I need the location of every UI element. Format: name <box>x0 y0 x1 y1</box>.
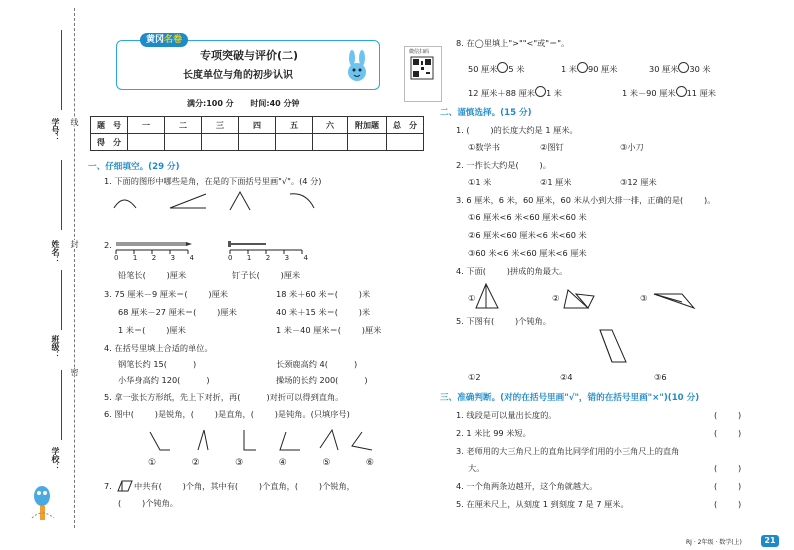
q1-figure-curve <box>114 200 136 208</box>
s2-question-3: 3. 6 厘米，6 米，60 厘米，60 米从小到大排一排，正确的是( )。 <box>456 195 716 205</box>
judge-item-cont: 大。 <box>468 463 485 473</box>
school-line <box>61 370 62 440</box>
q8-expr: 12 厘米＋88 厘米 <box>468 88 535 98</box>
judge-answer-paren[interactable]: ( ) <box>714 463 742 473</box>
q8-expr: 11 厘米 <box>686 88 716 98</box>
score-cell[interactable] <box>202 134 239 151</box>
s2-q3-opt: ③60 米<6 米<60 厘米<6 厘米 <box>468 248 587 258</box>
judge-item: 4. 一个角两条边越开，这个角就越大。 <box>456 481 598 491</box>
q4-row-1b: 长颈鹿高约 4( ) <box>276 359 358 369</box>
s2-q2-opt: ③12 厘米 <box>620 177 657 187</box>
q1-figures <box>110 190 330 214</box>
class-line <box>61 270 62 330</box>
page-number: 21 <box>761 535 779 547</box>
question-1-2-number: 2. <box>104 240 112 250</box>
score-header-cell: 总 分 <box>387 117 424 134</box>
question-1-4: 4. 在括号里填上合适的单位。 <box>104 343 213 353</box>
judge-answer-paren[interactable]: ( ) <box>714 499 742 509</box>
judge-item: 2. 1 米比 99 米短。 <box>456 428 531 438</box>
ruler-tick: 2 <box>265 254 271 262</box>
judge-answer-paren[interactable]: ( ) <box>714 428 742 438</box>
s2-q1-opt: ③小刀 <box>620 142 644 152</box>
q3-row-2a: 68 厘米－27 厘米＝( )厘米 <box>118 307 237 317</box>
score-cell[interactable] <box>348 134 387 151</box>
q4-row-1a: 钢笔长约 15( ) <box>118 359 197 369</box>
ruler-tick: 2 <box>151 254 157 262</box>
q2-pencil-length: 铅笔长( )厘米 <box>118 270 187 280</box>
score-header-cell: 四 <box>239 117 276 134</box>
question-1-7-cont: ( )个钝角。 <box>118 498 178 508</box>
ruler-tick: 4 <box>189 254 194 262</box>
rabbit-mascot-icon <box>340 52 374 84</box>
ruler-tick: 3 <box>170 254 176 262</box>
compare-circle[interactable] <box>577 62 588 73</box>
q8-row-1c <box>649 62 711 75</box>
judge-item: 1. 线段是可以量出长度的。 <box>456 410 557 420</box>
ruler-tick: 1 <box>246 254 252 262</box>
s2-q1-opt: ②图钉 <box>540 142 564 152</box>
q8-expr: 30 米 <box>689 64 711 74</box>
q6-angle-2 <box>198 430 208 450</box>
q6-label: ② <box>191 458 200 468</box>
school-label: 学校： <box>51 447 60 471</box>
cut-mark-secret: 密 <box>70 368 79 376</box>
q6-angle-1 <box>150 432 170 450</box>
ruler-tick: 0 <box>228 254 233 262</box>
q8-expr: 30 厘米 <box>649 64 679 74</box>
score-cell[interactable] <box>165 134 202 151</box>
score-table-score-row <box>91 134 424 151</box>
score-header-cell: 六 <box>313 117 348 134</box>
score-cell[interactable] <box>128 134 165 151</box>
q4-row-2b: 操场的长约 200( ) <box>276 375 368 385</box>
q2-nail-length: 钉子长( )厘米 <box>232 270 301 280</box>
section-2-title: 二、谨慎选择。(15 分) <box>440 108 532 118</box>
qr-code-icon <box>411 57 433 79</box>
brand-logo: 黄冈名卷 <box>140 33 188 47</box>
s2-question-4: 4. 下面( )拼成的角最大。 <box>456 266 568 276</box>
q6-angle-figures <box>140 428 380 458</box>
question-1-6: 6. 图中( )是锐角，( )是直角，( )是钝角。(只填序号) <box>104 409 350 419</box>
s2-q3-opt: ①6 厘米<6 米<60 厘米<60 米 <box>468 212 587 222</box>
q6-angle-6 <box>352 432 372 450</box>
q6-label: ① <box>148 458 157 468</box>
q4-row-2a: 小华身高约 120( ) <box>118 375 210 385</box>
footer-grade: RJ · 2年级 · 数学(上) <box>686 539 742 546</box>
q8-expr: 1 米 <box>545 88 562 98</box>
q6-label: ⑤ <box>322 458 331 468</box>
s2-q3-opt: ②6 厘米<60 厘米<6 米<60 米 <box>468 230 587 240</box>
question-1-1: 1. 下面的图形中哪些是角，在是的下面括号里画"√"。(4 分) <box>104 176 322 186</box>
judge-answer-paren[interactable]: ( ) <box>714 410 742 420</box>
ruler-ticks-nail <box>228 254 308 262</box>
s2-q4-opt: ③ <box>640 293 648 303</box>
q8-row-1 <box>468 62 524 75</box>
name-line <box>61 160 62 230</box>
student-id-label: 学号： <box>51 118 60 142</box>
s2-q1-opt: ①数学书 <box>468 142 500 152</box>
compare-circle[interactable] <box>678 62 689 73</box>
score-cell[interactable] <box>313 134 348 151</box>
score-header-cell: 三 <box>202 117 239 134</box>
name-label: 姓名： <box>51 240 60 264</box>
s2-q5-figure <box>590 326 630 366</box>
score-table-header-row <box>91 117 424 134</box>
qr-caption: 微信扫码 <box>409 49 430 55</box>
judge-item: 3. 老师用的大三角尺上的直角比同学们用的小三角尺上的直角 <box>456 446 680 456</box>
s2-q4-opt: ① <box>468 293 476 303</box>
score-header-cell: 一 <box>128 117 165 134</box>
s2-q5-opt: ②4 <box>560 372 573 382</box>
ruler-tick: 3 <box>284 254 290 262</box>
s2-q4-figures <box>468 280 708 314</box>
binding-dashed-line <box>74 8 75 528</box>
q4-shape-2 <box>564 290 588 308</box>
question-1-8: 8. 在◯里填上">""<"或"＝"。 <box>456 38 570 48</box>
q3-row-1b: 18 米＋60 米＝( )米 <box>276 289 371 299</box>
score-row-label: 得 分 <box>91 134 128 151</box>
question-1-7-number: 7. <box>104 481 112 491</box>
s2-q2-opt: ②1 厘米 <box>540 177 572 187</box>
q6-angle-4 <box>280 432 300 450</box>
q1-figure-open-angle <box>230 192 250 210</box>
judge-answer-paren[interactable]: ( ) <box>714 481 742 491</box>
s2-question-1: 1. ( )的长度大约是 1 厘米。 <box>456 125 578 135</box>
cut-mark-seal: 封 <box>70 240 79 248</box>
s2-question-5: 5. 下图有( )个钝角。 <box>456 316 551 326</box>
q1-figure-angle <box>170 194 206 208</box>
q3-row-1a: 3. 75 厘米－9 厘米＝( )厘米 <box>104 289 228 299</box>
section-3-title: 三、准确判断。(对的在括号里画"√"，错的在括号里画"×")(10 分) <box>440 393 700 403</box>
score-header-cell: 五 <box>276 117 313 134</box>
s2-q4-opt: ② <box>552 293 560 303</box>
question-1-7: 中共有( )个角，其中有( )个直角，( )个锐角， <box>134 481 355 491</box>
score-cell[interactable] <box>239 134 276 151</box>
q6-angle-3 <box>244 430 256 450</box>
ruler-tick: 4 <box>303 254 308 262</box>
q8-expr: 1 米 <box>561 64 577 74</box>
s2-q2-opt: ①1 米 <box>468 177 492 187</box>
class-label: 班级： <box>51 335 60 359</box>
q8-expr: 1 米－90 厘米 <box>622 88 676 98</box>
cut-mark-line: 线 <box>70 118 79 126</box>
q8-row-2b <box>622 86 716 99</box>
score-cell[interactable] <box>387 134 424 151</box>
q8-expr: 50 厘米 <box>468 64 498 74</box>
compare-circle[interactable] <box>535 86 546 97</box>
score-header-cell: 二 <box>165 117 202 134</box>
q6-label: ④ <box>278 458 287 468</box>
q3-row-3a: 1 米＝( )厘米 <box>118 325 186 335</box>
page-title: 专项突破与评价(二) <box>200 49 299 62</box>
s2-question-2: 2. 一拃长大约是( )。 <box>456 160 551 170</box>
q6-angle-5 <box>320 430 338 450</box>
q7-parallelogram-icon <box>114 480 134 492</box>
score-header-cell: 题 号 <box>91 117 128 134</box>
judge-item: 5. 在厘米尺上，从刻度 1 到刻度 7 是 7 厘米。 <box>456 499 629 509</box>
q8-expr: 5 米 <box>508 64 525 74</box>
ruler-ticks-pencil <box>114 254 194 262</box>
ruler-tick: 1 <box>132 254 138 262</box>
compare-circle[interactable] <box>497 62 508 73</box>
q8-expr: 90 厘米 <box>588 64 618 74</box>
ruler-tick: 0 <box>114 254 119 262</box>
score-header-cell: 附加题 <box>348 117 387 134</box>
q6-labels <box>148 458 374 468</box>
page-subtitle: 长度单位与角的初步认识 <box>183 70 293 81</box>
student-id-line <box>61 30 62 110</box>
q3-row-3b: 1 米－40 厘米＝( )厘米 <box>276 325 382 335</box>
q8-row-1b <box>561 62 617 75</box>
q3-row-2b: 40 米＋15 米＝( )米 <box>276 307 371 317</box>
s2-q5-opt: ③6 <box>654 372 667 382</box>
q8-row-2 <box>468 86 562 99</box>
mascot-pencil-icon <box>28 478 58 524</box>
s2-q5-opt: ①2 <box>468 372 481 382</box>
score-cell[interactable] <box>276 134 313 151</box>
question-1-5: 5. 拿一张长方形纸，先上下对折，再( )对折可以得到直角。 <box>104 392 344 402</box>
score-table <box>90 116 424 151</box>
q1-figure-arc <box>290 194 314 208</box>
section-1-title: 一、仔细填空。(29 分) <box>88 162 180 172</box>
q4-shape-1 <box>476 284 498 308</box>
q6-label: ⑥ <box>365 458 374 468</box>
q6-label: ③ <box>235 458 244 468</box>
compare-circle[interactable] <box>676 86 687 97</box>
exam-meta: 满分:100 分 时间:40 分钟 <box>187 99 300 108</box>
